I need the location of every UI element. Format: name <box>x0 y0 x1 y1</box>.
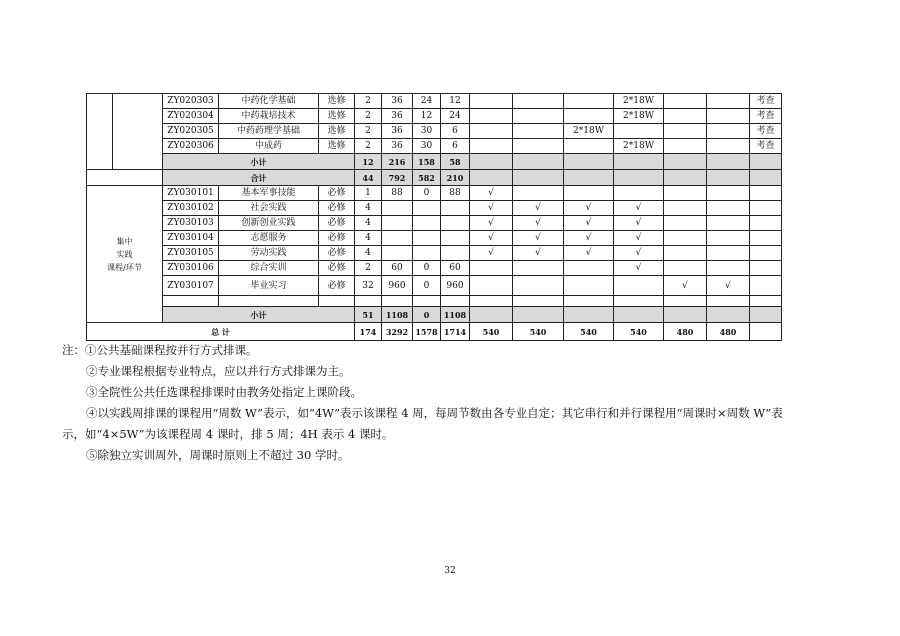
page-number: 32 <box>444 566 456 576</box>
course-exam <box>750 231 782 246</box>
course-name: 中药化学基础 <box>219 94 319 109</box>
course-c4: 2*18W <box>614 94 664 109</box>
course-theory: 30 <box>413 139 441 154</box>
course-c4: √ <box>614 231 664 246</box>
course-code: ZY030102 <box>163 201 219 216</box>
course-type: 必修 <box>319 186 355 201</box>
table-row <box>87 246 817 261</box>
course-exam <box>750 261 782 276</box>
grand-total-c5: 480 <box>664 323 707 341</box>
course-c6 <box>707 201 750 216</box>
course-c2 <box>513 94 564 109</box>
course-c6 <box>707 109 750 124</box>
note-2: ②专业课程根据专业特点，应以并行方式排课为主。 <box>86 364 351 378</box>
course-c1 <box>470 139 513 154</box>
course-theory <box>413 231 441 246</box>
course-c5 <box>664 201 707 216</box>
subtotal-blank <box>664 154 707 170</box>
course-credits: 2 <box>355 94 382 109</box>
course-code: ZY020304 <box>163 109 219 124</box>
blank-cell <box>513 296 564 307</box>
subtotal-credits: 51 <box>355 307 382 323</box>
category-label-line: 课程/环节 <box>107 262 142 272</box>
course-code: ZY030104 <box>163 231 219 246</box>
subtotal-blank <box>564 307 614 323</box>
course-hours: 36 <box>382 109 413 124</box>
course-type: 选修 <box>319 124 355 139</box>
subtotal-blank <box>513 307 564 323</box>
course-c1 <box>470 94 513 109</box>
course-c1 <box>470 261 513 276</box>
course-c6 <box>707 246 750 261</box>
subtotal-blank <box>470 154 513 170</box>
course-c5 <box>664 231 707 246</box>
table-row <box>87 201 817 216</box>
course-exam: 考查 <box>750 109 782 124</box>
grand-total-practice: 1714 <box>441 323 470 341</box>
table-row <box>87 94 817 109</box>
grand-total-hours: 3292 <box>382 323 413 341</box>
course-c5 <box>664 216 707 231</box>
course-c2: √ <box>513 201 564 216</box>
sum-credits: 44 <box>355 170 382 186</box>
course-c4 <box>614 276 664 296</box>
course-name: 中药药理学基础 <box>219 124 319 139</box>
blank-cell <box>355 296 382 307</box>
course-c3 <box>564 261 614 276</box>
grand-total-c4: 540 <box>614 323 664 341</box>
course-exam: 考查 <box>750 124 782 139</box>
course-c5 <box>664 94 707 109</box>
course-c5 <box>664 139 707 154</box>
course-hours: 36 <box>382 124 413 139</box>
course-c3: √ <box>564 246 614 261</box>
course-code: ZY030105 <box>163 246 219 261</box>
course-c3 <box>564 94 614 109</box>
blank-cell <box>382 296 413 307</box>
blank-cell <box>664 296 707 307</box>
course-type: 必修 <box>319 216 355 231</box>
blank-cell <box>219 296 319 307</box>
grand-total-theory: 1578 <box>413 323 441 341</box>
course-credits: 4 <box>355 246 382 261</box>
course-c2 <box>513 276 564 296</box>
course-c1: √ <box>470 186 513 201</box>
course-plan-table <box>86 93 817 341</box>
table-row <box>87 307 817 323</box>
course-c6 <box>707 124 750 139</box>
course-c3 <box>564 276 614 296</box>
course-c5 <box>664 124 707 139</box>
grand-total-c3: 540 <box>564 323 614 341</box>
course-type: 必修 <box>319 276 355 296</box>
course-practice: 24 <box>441 109 470 124</box>
blank-cell <box>413 296 441 307</box>
course-theory: 0 <box>413 261 441 276</box>
course-credits: 2 <box>355 139 382 154</box>
category-label-line: 集中 <box>116 236 133 246</box>
table-row <box>87 139 817 154</box>
course-type: 选修 <box>319 139 355 154</box>
course-hours: 88 <box>382 186 413 201</box>
course-credits: 2 <box>355 124 382 139</box>
sum-blank <box>614 170 664 186</box>
blank-cell <box>470 296 513 307</box>
subtotal-theory: 0 <box>413 307 441 323</box>
course-theory: 30 <box>413 124 441 139</box>
course-c5 <box>664 246 707 261</box>
course-theory: 24 <box>413 94 441 109</box>
note-4-continued: 示，如“4×5W”为该课程周 4 课时，排 5 周；4H 表示 4 课时。 <box>62 427 394 441</box>
course-name: 基本军事技能 <box>219 186 319 201</box>
course-exam <box>750 186 782 201</box>
subtotal-theory: 158 <box>413 154 441 170</box>
course-credits: 2 <box>355 109 382 124</box>
course-practice: 88 <box>441 186 470 201</box>
subtotal-blank <box>614 154 664 170</box>
course-type: 必修 <box>319 231 355 246</box>
sum-blank <box>513 170 564 186</box>
grand-total-label: 总 计 <box>87 323 355 341</box>
sum-blank <box>564 170 614 186</box>
category-cell <box>87 94 113 170</box>
course-name: 社会实践 <box>219 201 319 216</box>
course-hours: 36 <box>382 139 413 154</box>
course-name: 毕业实习 <box>219 276 319 296</box>
course-c5: √ <box>664 276 707 296</box>
course-c6 <box>707 186 750 201</box>
table-row <box>87 323 817 341</box>
course-type: 必修 <box>319 246 355 261</box>
course-c2 <box>513 261 564 276</box>
blank-cell <box>163 296 219 307</box>
table-row <box>87 186 817 201</box>
course-c5 <box>664 261 707 276</box>
course-c2 <box>513 139 564 154</box>
course-hours <box>382 246 413 261</box>
grand-total-credits: 174 <box>355 323 382 341</box>
table-row <box>87 296 817 307</box>
course-hours <box>382 231 413 246</box>
grand-total-c1: 540 <box>470 323 513 341</box>
course-practice <box>441 231 470 246</box>
course-c1 <box>470 124 513 139</box>
course-c4: 2*18W <box>614 109 664 124</box>
course-theory: 0 <box>413 276 441 296</box>
subtotal-label: 小计 <box>163 307 355 323</box>
course-practice <box>441 216 470 231</box>
blank-cell <box>564 296 614 307</box>
course-c4: √ <box>614 201 664 216</box>
table-row <box>87 109 817 124</box>
course-credits: 4 <box>355 216 382 231</box>
sum-label: 合计 <box>163 170 355 186</box>
subtotal-blank <box>750 154 782 170</box>
course-c3: 2*18W <box>564 124 614 139</box>
course-c5 <box>664 186 707 201</box>
course-exam <box>750 276 782 296</box>
subtotal-hours: 1108 <box>382 307 413 323</box>
grand-total-c6: 480 <box>707 323 750 341</box>
course-c3 <box>564 139 614 154</box>
course-c4: √ <box>614 216 664 231</box>
course-code: ZY030103 <box>163 216 219 231</box>
table-row <box>87 231 817 246</box>
course-c4 <box>614 124 664 139</box>
course-c6 <box>707 216 750 231</box>
subtotal-blank <box>750 307 782 323</box>
course-name: 创新创业实践 <box>219 216 319 231</box>
course-theory <box>413 201 441 216</box>
course-type: 必修 <box>319 261 355 276</box>
course-c2: √ <box>513 246 564 261</box>
course-code: ZY030107 <box>163 276 219 296</box>
subtotal-practice: 1108 <box>441 307 470 323</box>
note-1: 注：①公共基础课程按并行方式排课。 <box>62 343 258 357</box>
table-row <box>87 154 817 170</box>
subtotal-hours: 216 <box>382 154 413 170</box>
course-c3 <box>564 186 614 201</box>
course-credits: 32 <box>355 276 382 296</box>
grand-total-c2: 540 <box>513 323 564 341</box>
course-c4: 2*18W <box>614 139 664 154</box>
blank-cell <box>319 296 355 307</box>
course-credits: 4 <box>355 201 382 216</box>
course-code: ZY020303 <box>163 94 219 109</box>
course-c1 <box>470 109 513 124</box>
course-c3: √ <box>564 231 614 246</box>
course-c6 <box>707 139 750 154</box>
subtotal-blank <box>707 307 750 323</box>
course-credits: 2 <box>355 261 382 276</box>
subtotal-blank <box>513 154 564 170</box>
sum-blank <box>470 170 513 186</box>
course-exam <box>750 246 782 261</box>
course-c2: √ <box>513 216 564 231</box>
course-practice: 6 <box>441 124 470 139</box>
course-c1: √ <box>470 246 513 261</box>
course-c1: √ <box>470 231 513 246</box>
course-c4 <box>614 186 664 201</box>
course-c2 <box>513 109 564 124</box>
subtotal-blank <box>470 307 513 323</box>
table-row <box>87 124 817 139</box>
course-c5 <box>664 109 707 124</box>
course-code: ZY020305 <box>163 124 219 139</box>
course-type: 选修 <box>319 94 355 109</box>
category-concentrated-practice <box>87 186 163 323</box>
course-c2 <box>513 186 564 201</box>
course-hours: 960 <box>382 276 413 296</box>
course-exam: 考查 <box>750 139 782 154</box>
course-practice: 960 <box>441 276 470 296</box>
course-practice <box>441 201 470 216</box>
course-name: 中成药 <box>219 139 319 154</box>
category-label-line: 实践 <box>116 249 133 259</box>
course-c1: √ <box>470 201 513 216</box>
subtotal-blank <box>614 307 664 323</box>
course-c2 <box>513 124 564 139</box>
sum-blank <box>664 170 707 186</box>
course-code: ZY030101 <box>163 186 219 201</box>
course-c3 <box>564 109 614 124</box>
course-c6 <box>707 231 750 246</box>
course-theory <box>413 216 441 231</box>
course-name: 志愿服务 <box>219 231 319 246</box>
blank-cell <box>441 296 470 307</box>
course-c3: √ <box>564 216 614 231</box>
note-3: ③全院性公共任选课程排课时由教务处指定上课阶段。 <box>86 385 362 399</box>
course-c3: √ <box>564 201 614 216</box>
subtotal-credits: 12 <box>355 154 382 170</box>
course-practice: 60 <box>441 261 470 276</box>
course-theory: 12 <box>413 109 441 124</box>
course-name: 劳动实践 <box>219 246 319 261</box>
blank-cell <box>750 296 782 307</box>
course-c6 <box>707 94 750 109</box>
note-5: ⑤除独立实训周外，周课时原则上不超过 30 学时。 <box>86 448 350 462</box>
course-type: 必修 <box>319 201 355 216</box>
grand-total-blank <box>750 323 782 341</box>
subtotal-blank <box>707 154 750 170</box>
course-c6: √ <box>707 276 750 296</box>
course-exam: 考查 <box>750 94 782 109</box>
table-row <box>87 261 817 276</box>
course-c6 <box>707 261 750 276</box>
course-code: ZY020306 <box>163 139 219 154</box>
course-practice: 6 <box>441 139 470 154</box>
course-credits: 1 <box>355 186 382 201</box>
course-name: 综合实训 <box>219 261 319 276</box>
table-row <box>87 170 817 186</box>
course-theory: 0 <box>413 186 441 201</box>
subtotal-blank <box>664 307 707 323</box>
subtotal-practice: 58 <box>441 154 470 170</box>
course-name: 中药栽培技术 <box>219 109 319 124</box>
course-practice <box>441 246 470 261</box>
course-theory <box>413 246 441 261</box>
sum-practice: 210 <box>441 170 470 186</box>
course-c2: √ <box>513 231 564 246</box>
course-hours: 60 <box>382 261 413 276</box>
subtotal-blank <box>564 154 614 170</box>
course-practice: 12 <box>441 94 470 109</box>
course-hours <box>382 201 413 216</box>
note-4: ④以实践周排课的课程用“周数 W”表示，如“4W”表示该课程 4 周，每周节数由各专业自定；其它串行和并行课程用“周课时×周数 W”表 <box>86 406 783 420</box>
table-row <box>87 216 817 231</box>
sum-spacer <box>87 170 163 186</box>
blank-cell <box>614 296 664 307</box>
course-type: 选修 <box>319 109 355 124</box>
sum-blank <box>750 170 782 186</box>
course-hours: 36 <box>382 94 413 109</box>
sum-blank <box>707 170 750 186</box>
table-row <box>87 276 817 296</box>
course-credits: 4 <box>355 231 382 246</box>
course-exam <box>750 216 782 231</box>
course-c4: √ <box>614 246 664 261</box>
course-hours <box>382 216 413 231</box>
notes-section <box>62 340 842 466</box>
subtotal-label: 小计 <box>163 154 355 170</box>
course-c1 <box>470 276 513 296</box>
subcategory-cell <box>113 94 163 170</box>
course-c4: √ <box>614 261 664 276</box>
course-exam <box>750 201 782 216</box>
course-c1: √ <box>470 216 513 231</box>
sum-theory: 582 <box>413 170 441 186</box>
course-code: ZY030106 <box>163 261 219 276</box>
blank-cell <box>707 296 750 307</box>
sum-hours: 792 <box>382 170 413 186</box>
